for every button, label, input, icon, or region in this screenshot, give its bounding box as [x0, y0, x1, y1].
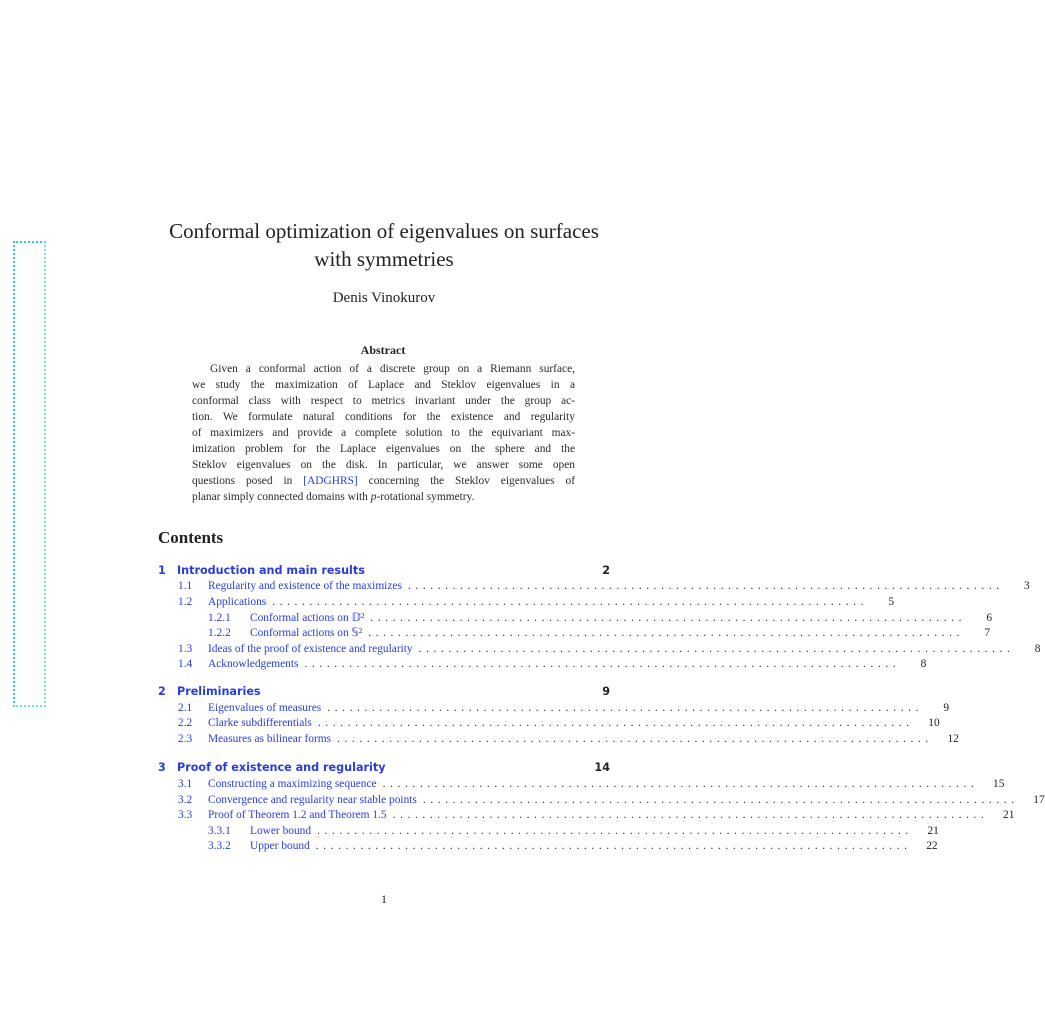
toc-entry[interactable]: [158, 563, 610, 579]
toc-leader-dots: ................................................................................: [407, 580, 1004, 592]
toc-entry-label: Measures as bilinear forms: [208, 733, 332, 745]
citation-link[interactable]: [ADGHRS]: [303, 475, 358, 487]
toc-entry-page: 6: [986, 612, 993, 624]
paper-title: [140, 217, 628, 273]
abstract-text: planar simply connected domains with: [192, 491, 371, 503]
abstract-line: [192, 473, 575, 489]
toc-leader-dots: ................................................................................: [317, 825, 913, 837]
toc-entry-label: Introduction and main results: [177, 564, 365, 577]
toc-entry-number: 1: [158, 564, 166, 577]
abstract-line: imization problem for the Laplace eigenvalues on the sphere and the: [192, 443, 575, 455]
toc-entry[interactable]: [158, 760, 610, 776]
toc-entry-label: Proof of Theorem 1.2 and Theorem 1.5: [208, 809, 387, 821]
toc-entry-number: 1.4: [178, 658, 193, 670]
toc-entry-number: 2.3: [178, 733, 193, 745]
abstract-line: [192, 489, 575, 505]
toc-entry-label: Clarke subdifferentials: [208, 717, 312, 729]
toc-entry-page: 9: [943, 702, 950, 714]
toc-entry-page: 17: [1033, 794, 1045, 806]
abstract-line: tion. We formulate natural conditions for the existence and regularity: [192, 411, 575, 423]
page-number: 1: [381, 892, 387, 906]
toc-entry[interactable]: [158, 792, 1045, 808]
toc-entry-label: Constructing a maximizing sequence: [208, 778, 377, 790]
margin-annotation-box: [13, 241, 46, 707]
abstract-heading: Abstract: [360, 343, 406, 357]
toc-entry-page: 14: [594, 761, 610, 774]
toc-entry-number: 2.2: [178, 717, 193, 729]
toc-entry-page: 2: [602, 564, 610, 577]
author-name: Denis Vinokurov: [332, 290, 436, 306]
toc-entry[interactable]: [158, 610, 993, 626]
abstract-text: concerning the Steklov eigenvalues of: [357, 475, 575, 487]
abstract-line: Steklov eigenvalues on the disk. In particular, we answer some open: [192, 459, 575, 471]
toc-entry-number: 1.2.2: [208, 627, 231, 639]
toc-entry[interactable]: [158, 625, 991, 641]
toc-leader-dots: ................................................................................: [382, 778, 979, 790]
toc-entry[interactable]: [158, 807, 1015, 823]
math-variable: p: [370, 491, 377, 503]
toc-entry-number: 3.3: [178, 809, 193, 821]
toc-leader-dots: ................................................................................: [327, 702, 924, 714]
toc-entry-page: 9: [602, 685, 610, 698]
toc-leader-dots: ................................................................................: [370, 612, 967, 624]
toc-entry-number: 2: [158, 685, 166, 698]
toc-entry-label: Proof of existence and regularity: [177, 761, 386, 774]
toc-entry-label: Regularity and existence of the maximizes: [208, 580, 402, 592]
toc-entry[interactable]: [158, 656, 927, 672]
toc-entry-number: 3.3.1: [208, 825, 231, 837]
toc-entry[interactable]: [158, 700, 950, 716]
toc-entry[interactable]: [158, 641, 1041, 657]
toc-entry-number: 3.2: [178, 794, 193, 806]
toc-entry[interactable]: [158, 838, 938, 854]
toc-entry-label: Eigenvalues of measures: [208, 702, 322, 714]
toc-entry-page: 3: [1024, 580, 1030, 592]
toc-entry-page: 22: [926, 840, 938, 852]
title-line-1: Conformal optimization of eigenvalues on surfaces: [169, 219, 599, 243]
toc-leader-dots: ................................................................................: [272, 596, 869, 608]
toc-leader-dots: ................................................................................: [392, 809, 989, 821]
toc-entry-label: Lower bound: [250, 825, 312, 837]
toc-entry[interactable]: [158, 776, 1005, 792]
toc-entry-page: 10: [928, 717, 940, 729]
toc-entry[interactable]: [158, 823, 939, 839]
toc-entry-number: 1.1: [178, 580, 193, 592]
toc-leader-dots: ................................................................................: [418, 643, 1015, 655]
abstract-body: [192, 361, 575, 505]
toc-entry-number: 3: [158, 761, 166, 774]
abstract-line: Given a conformal action of a discrete group on a Riemann surface,: [210, 363, 575, 375]
toc-entry[interactable]: [158, 715, 940, 731]
title-line-2: with symmetries: [314, 247, 454, 271]
toc-entry-label: Acknowledgements: [208, 658, 299, 670]
toc-entry[interactable]: [158, 594, 895, 610]
toc-leader-dots: ................................................................................: [337, 733, 933, 745]
toc-entry-page: 21: [1003, 809, 1015, 821]
contents-heading: Contents: [158, 528, 224, 547]
toc-entry-number: 1.2: [178, 596, 193, 608]
toc-entry-number: 1.3: [178, 643, 193, 655]
toc-entry-label: Ideas of the proof of existence and regularity: [208, 643, 413, 655]
toc-entry-label: Conformal actions on 𝕊²: [250, 627, 363, 639]
toc-entry-number: 3.1: [178, 778, 193, 790]
toc-entry-number: 1.2.1: [208, 612, 231, 624]
toc-entry-label: Conformal actions on 𝔻²: [250, 612, 365, 624]
toc-leader-dots: ................................................................................: [422, 794, 1019, 806]
toc-entry-page: 21: [927, 825, 939, 837]
toc-entry-page: 5: [888, 596, 895, 608]
abstract-text: -rotational symmetry.: [376, 491, 475, 503]
toc-leader-dots: ................................................................................: [317, 717, 914, 729]
toc-entry-label: Upper bound: [250, 840, 310, 852]
toc-leader-dots: ................................................................................: [315, 840, 912, 852]
toc-entry-number: 2.1: [178, 702, 193, 714]
abstract-line: of maximizers and provide a complete solution to the equivariant max-: [192, 427, 575, 439]
abstract-text: questions posed in: [192, 475, 304, 487]
toc-entry[interactable]: [158, 684, 610, 700]
toc-entry-page: 7: [984, 627, 991, 639]
toc-entry-page: 8: [920, 658, 927, 670]
toc-entry-number: 3.3.2: [208, 840, 231, 852]
toc-entry[interactable]: [158, 731, 959, 747]
toc-entry-page: 8: [1034, 643, 1041, 655]
toc-leader-dots: ................................................................................: [304, 658, 901, 670]
toc-leader-dots: ................................................................................: [368, 627, 965, 639]
abstract-line: we study the maximization of Laplace and Steklov eigenvalues in a: [192, 379, 575, 391]
toc-entry-label: Convergence and regularity near stable points: [208, 794, 417, 806]
toc-entry-page: 12: [947, 733, 959, 745]
toc-entry-label: Applications: [208, 596, 267, 608]
abstract-line: conformal class with respect to metrics invariant under the group ac-: [192, 395, 575, 407]
toc-entry-label: Preliminaries: [177, 685, 261, 698]
toc-entry[interactable]: [158, 578, 1030, 594]
toc-entry-page: 15: [993, 778, 1005, 790]
